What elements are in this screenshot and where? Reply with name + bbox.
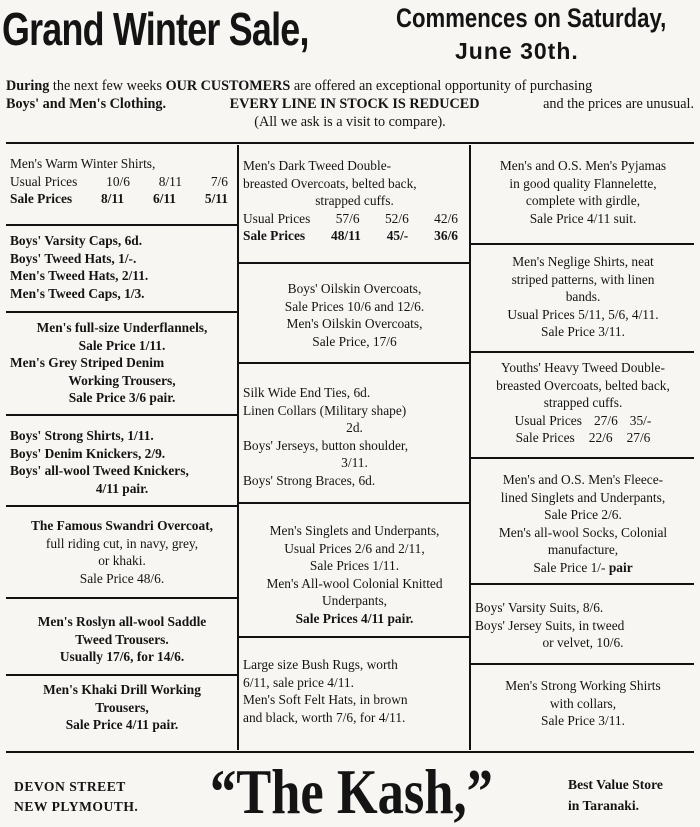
sale-label: Sale Prices xyxy=(515,430,575,446)
price-value: 48/11 xyxy=(331,228,361,244)
price-value: 8/11 xyxy=(158,173,183,189)
khaki-drill-item xyxy=(6,679,237,749)
item-line: breasted Overcoats, belted back, xyxy=(496,377,670,393)
sale-prices-row xyxy=(243,227,466,245)
item-line: Sale Price 3/6 pair. xyxy=(68,390,176,406)
item-line: Men's and O.S. Men's Pyjamas xyxy=(499,158,667,173)
varsity-suits-item xyxy=(471,587,694,665)
winter-shirts-item xyxy=(6,155,237,226)
boys-shirts-knickers-item xyxy=(6,419,237,507)
item-line: Sale Price 3/11. xyxy=(541,324,625,340)
bush-rugs-item xyxy=(239,640,469,750)
item-line: Sale Prices 4/11 pair. xyxy=(295,610,414,626)
commences-line: Commences on Saturday, xyxy=(396,3,667,33)
usual-prices-row xyxy=(10,173,234,191)
item-line: Men's Oilskin Overcoats, xyxy=(286,316,423,332)
item-line: Boys' Jersey Suits, in tweed xyxy=(475,617,625,633)
item-line: Men's Strong Working Shirts xyxy=(505,678,661,693)
item-line: with collars, xyxy=(549,695,617,711)
column-1 xyxy=(6,145,239,750)
column-2 xyxy=(239,145,471,750)
item-line xyxy=(243,157,466,175)
item-line: striped patterns, with linen xyxy=(511,271,655,287)
price-value: 8/11 xyxy=(100,191,125,207)
item-line: Boys' Jerseys, button shoulder, xyxy=(243,437,409,453)
item-line: Men's Grey Striped Denim xyxy=(10,355,165,371)
sale-price: Sale Price 1/- xyxy=(533,559,606,575)
pyjamas-item xyxy=(471,157,694,245)
item-line: Usual Prices 5/11, 5/6, 4/11. xyxy=(507,306,659,322)
item-line: Large size Bush Rugs, worth xyxy=(243,657,398,672)
price-value: 35/- xyxy=(629,412,652,428)
column-3 xyxy=(471,145,694,750)
item-line: Sale Prices 10/6 and 12/6. xyxy=(284,298,425,314)
store-tagline xyxy=(568,774,663,816)
intro-unusual: and the prices are unusual. xyxy=(543,96,694,112)
working-shirts-item xyxy=(471,667,694,749)
item-line: Men's and O.S. Men's Fleece- xyxy=(502,472,664,487)
item-line: Working Trousers, xyxy=(68,372,176,388)
price-value: 6/11 xyxy=(152,191,177,207)
item-line: Sale Price 4/11 pair. xyxy=(65,717,179,733)
street: DEVON STREET xyxy=(14,779,126,794)
intro-text-b: are offered an exceptional opportunity of purchasing xyxy=(290,78,593,94)
price-value: 5/11 xyxy=(204,191,228,207)
item-line: Men's full-size Underflannels, xyxy=(36,320,208,335)
price-value: 27/6 xyxy=(626,430,651,446)
item-line: Sale Price 1/11. xyxy=(78,337,166,353)
store-name: “The Kash,” xyxy=(210,756,493,827)
sale-label: Sale Prices xyxy=(10,191,73,207)
tagline-line-1: Best Value Store xyxy=(568,777,663,792)
item-line: 4/11 pair. xyxy=(95,480,149,496)
item-title: Men's Warm Winter Shirts, xyxy=(10,156,156,171)
item-line: strapped cuffs. xyxy=(315,193,394,209)
item-line: Linen Collars (Military shape) xyxy=(243,402,407,418)
item-line: Silk Wide End Ties, 6d. xyxy=(243,385,371,400)
item-line: Underpants, xyxy=(321,593,388,609)
item-line: Men's All-wool Colonial Knitted xyxy=(266,575,443,591)
item-line: Boys' Oilskin Overcoats, xyxy=(287,281,422,296)
intro-line-2 xyxy=(6,95,694,113)
item-line: Men's Roslyn all-wool Saddle xyxy=(37,614,207,629)
oilskin-item xyxy=(239,266,469,364)
singlets-underpants-item xyxy=(239,506,469,638)
item-line: strapped cuffs. xyxy=(543,395,623,411)
item-line: 6/11, sale price 4/11. xyxy=(243,674,354,690)
headline: Grand Winter Sale, xyxy=(2,3,309,55)
bottom-rule xyxy=(6,751,694,753)
item-line: Usual Prices 2/6 and 2/11, xyxy=(284,540,425,556)
item-line: Sale Prices 1/11. xyxy=(309,558,400,574)
item-line: in good quality Flannelette, xyxy=(509,175,657,191)
item-line: Boys' Varsity Suits, 8/6. xyxy=(475,600,604,615)
usual-label: Usual Prices xyxy=(10,173,78,189)
intro-text-a: the next few weeks xyxy=(49,78,166,94)
list-item: Boys' Tweed Hats, 1/-. xyxy=(10,250,137,266)
top-rule xyxy=(6,142,694,144)
swandri-item xyxy=(6,509,237,599)
underflannels-item xyxy=(6,315,237,416)
item-line: Sale Price 4/11 suit. xyxy=(529,210,637,226)
sale-prices-row xyxy=(10,190,234,208)
item-line: Men's Khaki Drill Working xyxy=(43,682,201,697)
item-line: Boys' Strong Shirts, 1/11. xyxy=(10,428,154,443)
intro-customers: OUR CUSTOMERS xyxy=(165,78,291,94)
intro-during: During xyxy=(6,78,50,94)
item-line: Boys' all-wool Tweed Knickers, xyxy=(10,463,189,479)
price-value: 7/6 xyxy=(210,173,228,189)
tagline-line-2: in Taranaki. xyxy=(568,798,640,813)
item-line: bands. xyxy=(565,289,601,305)
item-line: Sale Price 2/6. xyxy=(544,507,622,523)
item-line: or khaki. xyxy=(98,553,146,569)
intro-reduced: EVERY LINE IN STOCK IS REDUCED xyxy=(229,96,480,112)
sale-label: Sale Prices xyxy=(243,228,306,244)
item-line: 2d. xyxy=(346,420,363,436)
price-value: 45/- xyxy=(386,228,409,244)
intro-clothing: Boys' and Men's Clothing. xyxy=(6,96,167,112)
list-item: Boys' Varsity Caps, 6d. xyxy=(10,233,143,248)
town: NEW PLYMOUTH. xyxy=(14,799,139,814)
item-line: manufacture, xyxy=(547,542,619,558)
item-line: full riding cut, in navy, grey, xyxy=(45,535,199,551)
item-line: Usually 17/6, for 14/6. xyxy=(59,649,185,665)
usual-prices-row xyxy=(475,412,691,430)
price-value: 52/6 xyxy=(384,210,409,226)
youths-overcoats-item xyxy=(471,355,694,459)
item-line: Boys' Denim Knickers, 2/9. xyxy=(10,445,166,461)
list-item: Men's Tweed Caps, 1/3. xyxy=(10,285,145,301)
item-line: Sale Price, 17/6 xyxy=(312,333,397,349)
usual-label: Usual Prices xyxy=(514,412,582,428)
list-item: Men's Tweed Hats, 2/11. xyxy=(10,268,149,284)
intro-line-3: (All we ask is a visit to compare). xyxy=(254,114,446,130)
item-line: and black, worth 7/6, for 4/11. xyxy=(243,709,406,725)
item-line: lined Singlets and Underpants, xyxy=(500,489,666,505)
item-line: Trousers, xyxy=(95,699,149,715)
item-line: Boys' Strong Braces, 6d. xyxy=(243,472,376,488)
store-address xyxy=(14,777,138,817)
price-value: 36/6 xyxy=(434,228,458,244)
ties-collars-item xyxy=(239,366,469,504)
item-line: Youths' Heavy Tweed Double- xyxy=(501,360,665,375)
item-line: Tweed Trousers. xyxy=(75,631,169,647)
intro-paragraph xyxy=(6,77,694,131)
item-line: complete with girdle, xyxy=(525,193,641,209)
item-line: Men's Neglige Shirts, neat xyxy=(512,254,654,269)
dark-tweed-overcoats-item xyxy=(239,157,469,264)
sale-prices-row xyxy=(475,429,691,447)
usual-label: Usual Prices xyxy=(243,210,311,226)
item-line xyxy=(475,559,691,577)
item-line: Sale Price 48/6. xyxy=(79,570,165,586)
item-line: Sale Price 3/11. xyxy=(541,713,625,729)
item-line: Men's all-wool Socks, Colonial xyxy=(498,524,668,540)
item-line: Men's Singlets and Underpants, xyxy=(269,523,440,538)
item-line: The Famous Swandri Overcoat, xyxy=(30,518,214,533)
item-line: 3/11. xyxy=(341,455,368,471)
item-line-text: Men's Dark Tweed Double- xyxy=(243,158,392,173)
item-line: breasted Overcoats, belted back, xyxy=(243,175,417,191)
caps-hats-item xyxy=(6,229,237,313)
unit: pair xyxy=(605,559,633,575)
price-value: 42/6 xyxy=(434,210,458,226)
sale-date: June 30th. xyxy=(455,38,579,64)
price-value: 27/6 xyxy=(593,412,618,428)
fleece-singlets-item xyxy=(471,461,694,585)
price-value: 22/6 xyxy=(588,430,613,446)
neglige-shirts-item xyxy=(471,247,694,353)
price-value: 10/6 xyxy=(106,173,130,189)
usual-prices-row xyxy=(243,210,466,228)
intro-line-1 xyxy=(6,77,694,95)
price-value: 57/6 xyxy=(335,210,360,226)
item-line: Men's Soft Felt Hats, in brown xyxy=(243,692,408,708)
item-line: or velvet, 10/6. xyxy=(542,635,624,651)
roslyn-trousers-item xyxy=(6,601,237,676)
